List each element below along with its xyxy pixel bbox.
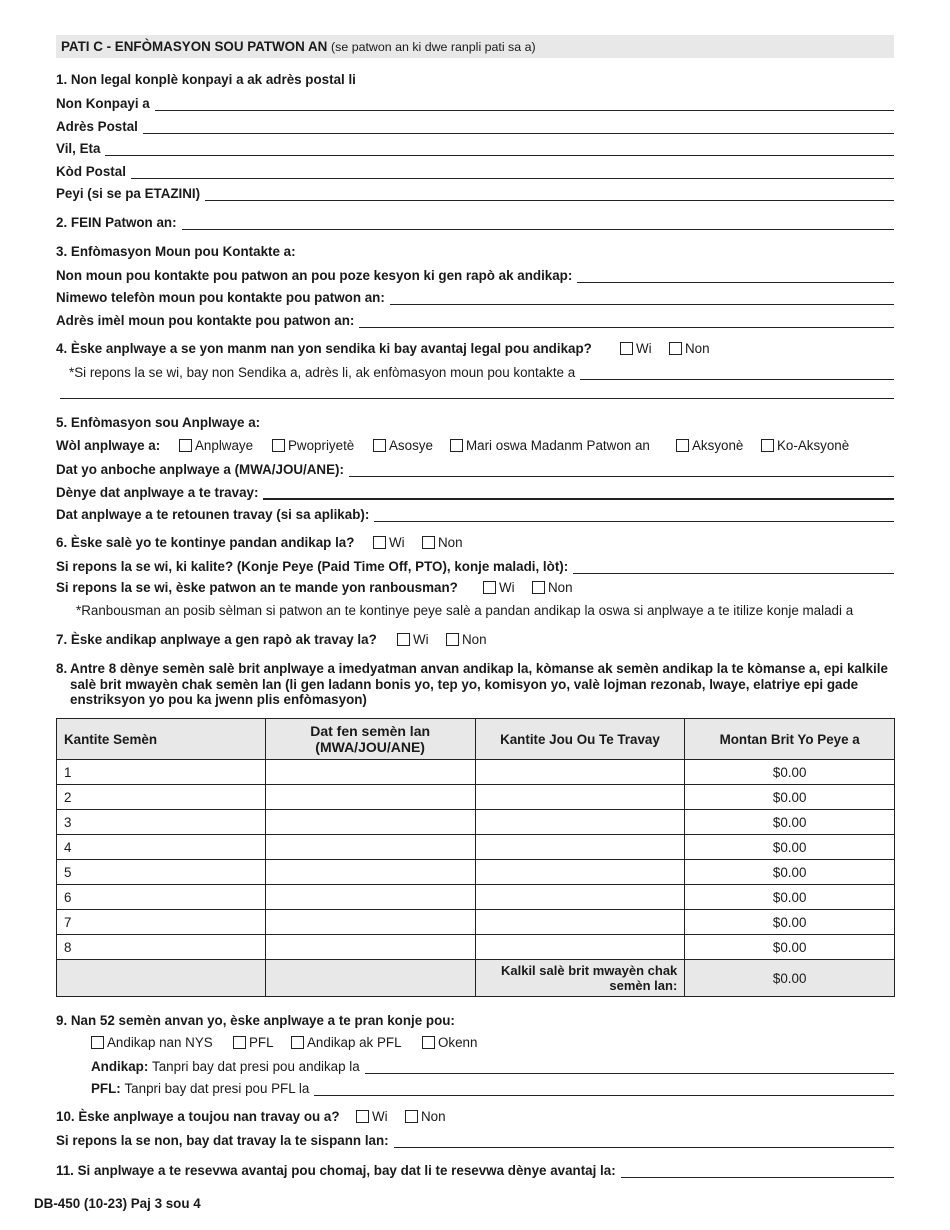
fein-label: 2. FEIN Patwon an: <box>56 215 177 230</box>
contact-email-field[interactable] <box>56 310 894 328</box>
fein-field[interactable] <box>56 212 894 230</box>
q10-question: 10. Èske anplwaye a toujou nan travay ou a? <box>56 1109 340 1124</box>
role-partner-checkbox[interactable] <box>373 439 386 452</box>
week-number-cell: 5 <box>57 860 266 885</box>
last-work-date-label: Dènye dat anplwaye a te travay: <box>56 485 259 500</box>
table-row <box>57 885 895 910</box>
role-shareholder-label: Aksyonè <box>692 438 744 453</box>
contact-name-input[interactable] <box>577 268 894 283</box>
average-wage-value[interactable]: $0.00 <box>685 960 895 997</box>
table-row <box>57 935 895 960</box>
company-name-input[interactable] <box>155 96 894 111</box>
gross-amount-cell[interactable]: $0.00 <box>685 910 895 935</box>
hire-date-input[interactable] <box>349 462 894 477</box>
week-end-date-cell[interactable] <box>265 835 475 860</box>
role-spouse-option[interactable] <box>450 438 650 453</box>
separation-date-field[interactable] <box>56 1130 894 1148</box>
role-owner-checkbox[interactable] <box>272 439 285 452</box>
role-spouse-checkbox[interactable] <box>450 439 463 452</box>
table-row <box>57 760 895 785</box>
unemployment-date-input[interactable] <box>621 1163 894 1178</box>
contact-phone-label: Nimewo telefòn moun pou kontakte pou patwon an: <box>56 290 385 305</box>
days-worked-cell[interactable] <box>475 760 685 785</box>
q4-no-checkbox[interactable] <box>669 342 682 355</box>
table-row <box>57 835 895 860</box>
role-shareholder-checkbox[interactable] <box>676 439 689 452</box>
q7-no-option[interactable] <box>446 632 487 647</box>
pfl-dates-field[interactable] <box>91 1078 894 1096</box>
wage-table <box>56 718 895 997</box>
q4-yes-label: Wi <box>636 341 652 356</box>
q7-no-checkbox[interactable] <box>446 633 459 646</box>
total-empty-cell <box>57 960 266 997</box>
company-name-field[interactable] <box>56 93 894 111</box>
reimb-yes-checkbox[interactable] <box>483 581 496 594</box>
pfl-dates-label: PFL: <box>91 1081 121 1096</box>
q4-no-label: Non <box>685 341 710 356</box>
q9-pfl-label: PFL <box>249 1035 274 1050</box>
table-row <box>57 810 895 835</box>
last-work-date-field[interactable] <box>56 482 894 500</box>
role-employee-checkbox[interactable] <box>179 439 192 452</box>
q9-nys-disability-label: Andikap nan NYS <box>107 1035 213 1050</box>
average-wage-label: Kalkil salè brit mwayèn chak semèn lan: <box>475 960 685 997</box>
section-header <box>56 35 894 58</box>
contact-name-label: Non moun pou kontakte pou patwon an pou poze kesyon ki gen rapò ak andikap: <box>56 268 573 283</box>
pay-kind-field[interactable] <box>56 556 894 574</box>
q4-yes-checkbox[interactable] <box>620 342 633 355</box>
q9-disability-and-pfl-label: Andikap ak PFL <box>307 1035 402 1050</box>
postal-address-field[interactable] <box>56 116 894 134</box>
disability-dates-hint: Tanpri bay dat presi pou andikap la <box>152 1059 360 1074</box>
pay-kind-input[interactable] <box>573 559 894 574</box>
pfl-dates-hint: Tanpri bay dat presi pou PFL la <box>124 1081 310 1096</box>
q9-pfl-checkbox[interactable] <box>233 1036 246 1049</box>
contact-email-label: Adrès imèl moun pou kontakte pou patwon an: <box>56 313 355 328</box>
wage-table-header <box>57 719 895 760</box>
disability-dates-label: Andikap: <box>91 1059 149 1074</box>
gross-amount-cell[interactable]: $0.00 <box>685 935 895 960</box>
postal-address-label: Adrès Postal <box>56 119 138 134</box>
q1-title: 1. Non legal konplè konpayi a ak adrès postal li <box>56 72 356 87</box>
table-row <box>57 785 895 810</box>
return-date-input[interactable] <box>374 507 894 522</box>
union-info-field[interactable] <box>69 362 894 380</box>
gross-amount-cell[interactable]: $0.00 <box>685 810 895 835</box>
q9-disability-and-pfl-checkbox[interactable] <box>291 1036 304 1049</box>
role-employee-option[interactable] <box>179 438 253 453</box>
q6-no-option[interactable] <box>422 535 463 550</box>
week-number-cell: 8 <box>57 935 266 960</box>
week-number-cell: 2 <box>57 785 266 810</box>
role-co-shareholder-label: Ko-Aksyonè <box>777 438 850 453</box>
week-end-date-cell[interactable] <box>265 935 475 960</box>
role-owner-label: Pwopriyetè <box>288 438 355 453</box>
week-number-cell: 6 <box>57 885 266 910</box>
q8-instructions <box>56 661 896 708</box>
contact-phone-field[interactable] <box>56 287 894 305</box>
q9-disability-and-pfl-option[interactable] <box>291 1035 402 1050</box>
city-state-field[interactable] <box>56 138 894 156</box>
table-row <box>57 860 895 885</box>
q7-no-label: Non <box>462 632 487 647</box>
col-week-number: Kantite Semèn <box>57 719 266 760</box>
q9-none-label: Okenn <box>438 1035 478 1050</box>
role-partner-label: Asosye <box>389 438 433 453</box>
unemployment-date-field[interactable] <box>56 1160 894 1178</box>
reimb-yes-option[interactable] <box>483 580 515 595</box>
union-info-input[interactable] <box>580 365 894 380</box>
q6-yes-option[interactable] <box>373 535 405 550</box>
reimb-no-label: Non <box>548 580 573 595</box>
disability-dates-field[interactable] <box>91 1056 894 1074</box>
gross-amount-cell[interactable]: $0.00 <box>685 760 895 785</box>
q7-yes-checkbox[interactable] <box>397 633 410 646</box>
q9-none-option[interactable] <box>422 1035 477 1050</box>
q6-yes-label: Wi <box>389 535 405 550</box>
disability-dates-input[interactable] <box>365 1059 894 1074</box>
q5-title: 5. Enfòmasyon sou Anplwaye a: <box>56 415 261 430</box>
table-row <box>57 910 895 935</box>
separation-date-input[interactable] <box>394 1133 894 1148</box>
gross-amount-cell[interactable]: $0.00 <box>685 860 895 885</box>
q7-question: 7. Èske andikap anplwaye a gen rapò ak travay la? <box>56 632 377 647</box>
week-end-date-cell[interactable] <box>265 810 475 835</box>
days-worked-cell[interactable] <box>475 935 685 960</box>
gross-amount-cell[interactable]: $0.00 <box>685 785 895 810</box>
country-field[interactable] <box>56 183 894 201</box>
return-date-label: Dat anplwaye a te retounen travay (si sa aplikab): <box>56 507 370 522</box>
q8-text: Antre 8 dènye semèn salè brit anplwaye a imedyatman anvan andikap la, kòmanse ak semèn andikap la te kòmanse a, epi kalkile salè brit mwayèn chak semèn lan (li gen ladann bonis yo, tep yo, komisyon yo, valè lojman rezonab, lwaye, elatriye epi gade enstriksyon yo pou ka jwenn plis enfòmasyon) <box>70 661 888 707</box>
unemployment-date-label: 11. Si anplwaye a te resevwa avantaj pou chomaj, bay dat li te resevwa dènye avantaj la: <box>56 1163 616 1178</box>
days-worked-cell[interactable] <box>475 785 685 810</box>
q10-no-option[interactable] <box>405 1109 446 1124</box>
reimb-no-checkbox[interactable] <box>532 581 545 594</box>
pay-kind-label: Si repons la se wi, ki kalite? (Konje Peye (Paid Time Off, PTO), konje maladi, lòt): <box>56 559 569 574</box>
week-number-cell: 4 <box>57 835 266 860</box>
role-employee-label: Anplwaye <box>195 438 254 453</box>
role-shareholder-option[interactable] <box>676 438 743 453</box>
q3-title: 3. Enfòmasyon Moun pou Kontakte a: <box>56 244 296 259</box>
q6-no-checkbox[interactable] <box>422 536 435 549</box>
col-week-end-date-label: Dat fen semèn lan (MWA/JOU/ANE) <box>310 723 431 755</box>
reimbursement-question: Si repons la se wi, èske patwon an te mande yon ranbousman? <box>56 580 458 595</box>
q10-no-checkbox[interactable] <box>405 1110 418 1123</box>
days-worked-cell[interactable] <box>475 835 685 860</box>
section-note: (se patwon an ki dwe ranpli pati sa a) <box>331 40 536 54</box>
days-worked-cell[interactable] <box>475 860 685 885</box>
q10-yes-label: Wi <box>372 1109 388 1124</box>
postal-address-input[interactable] <box>143 119 894 134</box>
role-spouse-label: Mari oswa Madanm Patwon an <box>466 438 650 453</box>
days-worked-cell[interactable] <box>475 810 685 835</box>
average-wage-row <box>57 960 895 997</box>
zip-code-input[interactable] <box>131 164 894 179</box>
contact-phone-input[interactable] <box>390 290 894 305</box>
total-empty-cell <box>265 960 475 997</box>
week-end-date-cell[interactable] <box>265 860 475 885</box>
separation-date-label: Si repons la se non, bay dat travay la te sispann lan: <box>56 1133 389 1148</box>
days-worked-cell[interactable] <box>475 910 685 935</box>
week-end-date-cell[interactable] <box>265 885 475 910</box>
q6-no-label: Non <box>438 535 463 550</box>
week-number-cell: 3 <box>57 810 266 835</box>
return-date-field[interactable] <box>56 504 894 522</box>
section-title: PATI C - ENFÒMASYON SOU PATWON AN <box>61 39 328 54</box>
week-end-date-cell[interactable] <box>265 910 475 935</box>
week-number-cell: 7 <box>57 910 266 935</box>
pfl-dates-input[interactable] <box>314 1081 894 1096</box>
q7-yes-option[interactable] <box>397 632 429 647</box>
q6-yes-checkbox[interactable] <box>373 536 386 549</box>
contact-email-input[interactable] <box>359 313 894 328</box>
col-gross-amount: Montan Brit Yo Peye a <box>685 719 895 760</box>
hire-date-label: Dat yo anboche anplwaye a (MWA/JOU/ANE): <box>56 462 344 477</box>
q9-question: 9. Nan 52 semèn anvan yo, èske anplwaye a te pran konje pou: <box>56 1013 455 1028</box>
country-label: Peyi (si se pa ETAZINI) <box>56 186 201 201</box>
reimb-yes-label: Wi <box>499 580 515 595</box>
gross-amount-cell[interactable]: $0.00 <box>685 835 895 860</box>
week-end-date-cell[interactable] <box>265 760 475 785</box>
contact-name-field[interactable] <box>56 265 894 283</box>
q4-yes-option[interactable] <box>620 341 652 356</box>
zip-code-field[interactable] <box>56 161 894 179</box>
company-name-label: Non Konpayi a <box>56 96 150 111</box>
gross-amount-cell[interactable]: $0.00 <box>685 885 895 910</box>
col-week-end-date <box>265 719 475 760</box>
reimbursement-note: *Ranbousman an posib sèlman si patwon an te kontinye peye salè a pandan andikap la oswa si anplwaye a te itilize konje maladi a <box>76 603 854 618</box>
city-state-label: Vil, Eta <box>56 141 101 156</box>
days-worked-cell[interactable] <box>475 885 685 910</box>
week-number-cell: 1 <box>57 760 266 785</box>
q9-nys-disability-checkbox[interactable] <box>91 1036 104 1049</box>
city-state-input[interactable] <box>105 141 894 156</box>
union-info-label: *Si repons la se wi, bay non Sendika a, adrès li, ak enfòmasyon moun pou kontakte a <box>69 365 576 380</box>
form-footer: DB-450 (10-23) Paj 3 sou 4 <box>34 1196 201 1211</box>
hire-date-field[interactable] <box>56 459 894 477</box>
q9-nys-disability-option[interactable] <box>91 1035 213 1050</box>
union-info-continuation-line[interactable] <box>60 398 894 399</box>
q4-question: 4. Èske anplwaye a se yon manm nan yon sendika ki bay avantaj legal pou andikap? <box>56 341 592 356</box>
q9-pfl-option[interactable] <box>233 1035 274 1050</box>
week-end-date-cell[interactable] <box>265 785 475 810</box>
zip-code-label: Kòd Postal <box>56 164 126 179</box>
fein-input[interactable] <box>182 215 894 230</box>
q4-no-option[interactable] <box>669 341 710 356</box>
role-co-shareholder-option[interactable] <box>761 438 849 453</box>
q10-yes-option[interactable] <box>356 1109 388 1124</box>
country-input[interactable] <box>205 186 894 201</box>
role-partner-option[interactable] <box>373 438 433 453</box>
role-co-shareholder-checkbox[interactable] <box>761 439 774 452</box>
reimb-no-option[interactable] <box>532 580 573 595</box>
role-label: Wòl anplwaye a: <box>56 438 161 453</box>
col-days-worked: Kantite Jou Ou Te Travay <box>475 719 685 760</box>
q9-none-checkbox[interactable] <box>422 1036 435 1049</box>
role-owner-option[interactable] <box>272 438 354 453</box>
q10-yes-checkbox[interactable] <box>356 1110 369 1123</box>
q6-question: 6. Èske salè yo te kontinye pandan andikap la? <box>56 535 355 550</box>
q10-no-label: Non <box>421 1109 446 1124</box>
q7-yes-label: Wi <box>413 632 429 647</box>
q8-number: 8. <box>56 661 68 676</box>
last-work-date-input[interactable] <box>263 484 894 500</box>
